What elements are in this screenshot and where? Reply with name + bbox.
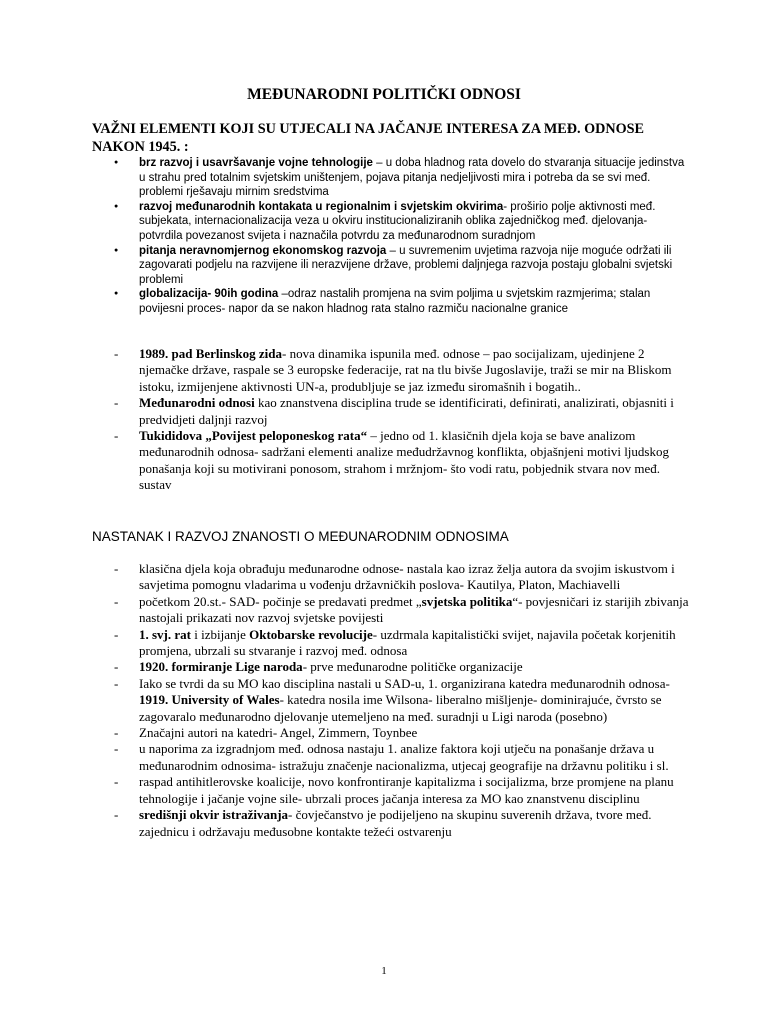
item-bold: Oktobarske revolucije [249,626,373,642]
bullet-item [92,244,692,288]
bullet-text: - proširio polje aktivnosti međ. subjekata, internacionalizacija veza u okviru institucionaliziranih oblika zajedničkog međ. djelovanja- potvrdila povezanost svijeta i naznačila potvrdu za međunarodnom suradnjom [139,200,656,242]
bullet-text: – u suvremenim uvjetima razvoja nije moguće održati ili zagovarati podjelu na razvijene ili nerazvijene države, problemi daljnjega razvoja postaju globalni svjetski problemi [139,244,673,286]
bullet-bold: brz razvoj i usavršavanje vojne tehnologije [139,157,373,169]
item-text: “- povjesničari iz starijih zbivanja nastojali prikazati nov razvoj svjetske povijesti [139,593,689,626]
bullet-bold: pitanja neravnomjernog ekonomskog razvoja [139,244,387,257]
item-text: u naporima za izgradnjom međ. odnosa nastaju 1. analize faktora koji utječu na ponašanje država u međunarodnim odnosima- istražuju značenje nacionalizma, utjecaj geografije na državnu politiku i sl. [139,741,669,773]
item-text: klasična djela koja obrađuju međunarodne odnose- nastala kao izraz želja autora da svojim iskustvom i savjetima pomognu vladarima u vođenju državničkih poslova- Kautilya, Platon, Machiavelli [139,561,675,593]
item-bold: 1919. University of Wales [139,692,280,708]
item-text: početkom 20.st.- SAD- počinje se predavati predmet „ [139,593,422,609]
item-text: raspad antihitlerovske koalicije, novo konfrontiranje kapitalizma i socijalizma, brze promjene na planu tehnologije i jačanje vojne sile- ubrzali proces jačanja interesa za MO kao znanstvenu disciplinu [139,774,674,806]
list-item [92,807,692,840]
list-item [92,594,692,627]
list-item [92,741,692,774]
bullet-text: –odraz nastalih promjena na svim poljima u svjetskim razmjerima; stalan povijesni proces- napor da se nakon hladnog rata stalno razmiču nacionalne granice [139,288,651,315]
item-text: - čovječanstvo je podijeljeno na skupinu suverenih država, tvore međ. zajednicu i održavaju međusobne kontakte težeći ostvarenju [139,807,652,839]
list-item [92,428,692,494]
item-bold: 1989. pad Berlinskog zida [139,346,283,361]
item-text: i izbijanje [191,626,250,642]
section-heading-elements: VAŽNI ELEMENTI KOJI SU UTJECALI NA JAČANJE INTERESA ZA MEĐ. ODNOSE NAKON 1945. : [92,121,644,155]
item-bold: Međunarodni odnosi [139,395,255,411]
list-item [92,561,692,594]
item-text: - uzdrmala kapitalistički svijet, najavila početak korjenitih promjena, ubrzali su stvaranje i razvoj međ. odnosa [139,626,676,659]
bullet-bold: razvoj međunarodnih kontakata u regionalnim i svjetskim okvirima [139,200,504,213]
bullet-text: – u doba hladnog rata dovelo do stvaranja situacije jedinstva u strahu pred totalnim svjetskim uništenjem, pojava pitanja nedjeljivosti mira i potreba da se svi međ. problemi rješavaju mirnim sredstvima [139,157,685,199]
item-bold: svjetska politika [421,593,513,609]
item-bold: središnji okvir istraživanja [139,807,289,823]
item-text: kao znanstvena disciplina trude se identificirati, definirati, analizirati, objasniti i predvidjeti daljnji razvoj [139,395,674,427]
dash-list-origins [92,561,692,840]
item-text: - prve međunarodne političke organizacije [302,659,523,675]
bullet-bold: globalizacija- 90ih godina [139,288,279,301]
list-item [92,725,692,741]
list-item [92,346,692,395]
item-bold: 1. svj. rat [139,626,191,642]
page-title: MEĐUNARODNI POLITIČKI ODNOSI [247,86,521,103]
bullet-list [92,156,692,317]
bullet-item [92,287,692,316]
list-item [92,659,692,675]
bullet-item [92,200,692,244]
item-text: - katedra nosila ime Wilsona- liberalno mišljenje- dominirajuće, čvrsto se zagovaralo međunarodno djelovanje utemeljeno na međ. suradnji u Ligi naroda (posebno) [139,692,662,724]
section-heading-origins: NASTANAK I RAZVOJ ZNANOSTI O MEĐUNARODNIM ODNOSIMA [92,529,509,544]
item-bold: Tukididova „Povijest peloponeskog rata“ [139,428,368,444]
item-text: - nova dinamika ispunila međ. odnose – pao socijalizam, ujedinjene 2 njemačke države, raspale se 3 europske federacije, rat na tlu bivše Jugoslavije, traži se mir na Bliskom istoku, izmijenjene aktivnosti UN-a, produbljuje se jaz između siromašnih i bogatih.. [139,346,672,394]
list-item [92,676,692,725]
dash-list-history [92,346,692,494]
bullet-item [92,156,692,200]
item-text: Značajni autori na katedri- Angel, Zimmern, Toynbee [139,725,418,741]
list-item [92,627,692,660]
list-item [92,774,692,807]
page-number: 1 [381,965,387,977]
item-text: Iako se tvrdi da su MO kao disciplina nastali u SAD-u, 1. organizirana katedra međunarodnih odnosa- [139,675,670,691]
item-text: – jedno od 1. klasičnih djela koja se bave analizom međunarodnih odnosa- sadržani elementi analize međudržavnog konflikta, objašnjeni motivi ljudskog ponašanja koji su motivirani ponosom, strahom i mržnjom- što vodi ratu, pobjednik stvara nov međ. sustav [139,428,669,493]
item-bold: 1920. formiranje Lige naroda [139,659,303,675]
list-item [92,395,692,428]
